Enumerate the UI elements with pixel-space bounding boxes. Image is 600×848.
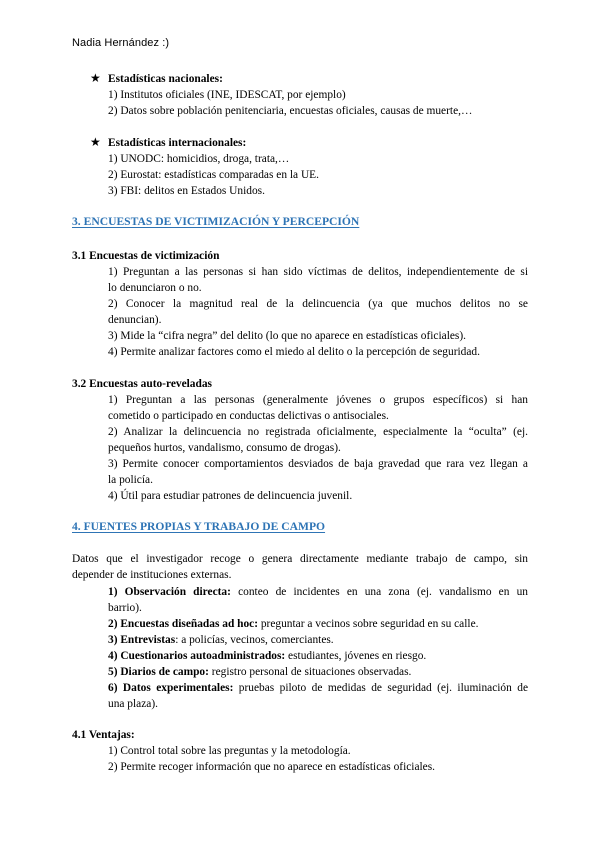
paragraph-line: 2) Conocer la magnitud real de la delincuencia (ya que muchos delitos no se	[108, 298, 528, 310]
list-item: 1) UNODC: homicidios, droga, trata,…	[108, 153, 290, 165]
list-item-text: preguntar a vecinos sobre seguridad en su calle.	[258, 618, 479, 630]
list-item: 2) Permite recoger información que no aparece en estadísticas oficiales.	[108, 761, 436, 773]
list-item	[108, 584, 528, 600]
internacionales-title: Estadísticas internacionales:	[108, 137, 247, 149]
list-item	[108, 616, 478, 632]
list-item: 3) FBI: delitos en Estados Unidos.	[108, 185, 265, 197]
list-item: 1) Control total sobre las preguntas y la metodología.	[108, 745, 351, 757]
paragraph-line: lo denunciaron o no.	[108, 282, 202, 294]
section-4-heading: 4. FUENTES PROPIAS Y TRABAJO DE CAMPO	[72, 520, 326, 533]
star-bullet-icon: ★	[90, 135, 101, 149]
list-item-text: estudiantes, jóvenes en riesgo.	[285, 650, 427, 662]
paragraph-line: cometido o participado en conductas delictivas o antisociales.	[108, 410, 389, 422]
list-item	[108, 696, 158, 712]
subsection-4-1-heading: 4.1 Ventajas:	[72, 729, 135, 741]
star-bullet-icon: ★	[90, 71, 101, 85]
list-item	[108, 648, 426, 664]
list-item-text: pruebas piloto de medidas de seguridad (ej. iluminación de	[233, 682, 528, 694]
list-item-label: 6) Datos experimentales:	[108, 682, 234, 694]
paragraph-line: 2) Analizar la delincuencia no registrada oficialmente, especialmente la “oculta” (ej.	[108, 426, 528, 438]
paragraph-line: 1) Preguntan a las personas (generalmente jóvenes o grupos específicos) si han	[108, 394, 528, 406]
paragraph-line: 3) Permite conocer comportamientos desviados de baja gravedad que rara vez llegan a	[108, 458, 528, 470]
list-item-text: registro personal de situaciones observadas.	[208, 666, 412, 678]
subsection-3-1-heading: 3.1 Encuestas de victimización	[72, 250, 220, 262]
paragraph-line: 4) Permite analizar factores como el miedo al delito o la percepción de seguridad.	[108, 346, 480, 358]
list-item-label: 2) Encuestas diseñadas ad hoc:	[108, 618, 259, 630]
paragraph-line: pequeños hurtos, vandalismo, consumo de drogas).	[108, 442, 341, 454]
paragraph-line: depender de instituciones externas.	[72, 569, 232, 581]
list-item: 2) Eurostat: estadísticas comparadas en la UE.	[108, 169, 319, 181]
list-item-text: una plaza).	[108, 698, 158, 710]
list-item	[108, 664, 411, 680]
paragraph-line: Datos que el investigador recoge o genera directamente mediante trabajo de campo, sin	[72, 553, 528, 565]
section-3-heading: 3. ENCUESTAS DE VICTIMIZACIÓN Y PERCEPCIÓN	[72, 215, 360, 228]
paragraph-line: 3) Mide la “cifra negra” del delito (lo que no aparece en estadísticas oficiales).	[108, 330, 467, 342]
list-item	[108, 680, 528, 696]
list-item	[108, 632, 334, 648]
subsection-3-2-heading: 3.2 Encuestas auto-reveladas	[72, 378, 212, 390]
list-item-label: 4) Cuestionarios autoadministrados:	[108, 650, 286, 662]
paragraph-line: 4) Útil para estudiar patrones de delincuencia juvenil.	[108, 490, 353, 502]
list-item-label: 1) Observación directa:	[108, 586, 231, 598]
list-item	[108, 600, 142, 616]
list-item: 2) Datos sobre población penitenciaria, encuestas oficiales, causas de muerte,…	[108, 105, 473, 117]
paragraph-line: la policía.	[108, 474, 153, 486]
list-item-text: : a policías, vecinos, comerciantes.	[175, 634, 334, 646]
paragraph-line: denuncian).	[108, 314, 162, 326]
list-item-label: 3) Entrevistas	[108, 634, 176, 646]
paragraph-line: 1) Preguntan a las personas si han sido víctimas de delitos, independientemente de si	[108, 266, 528, 278]
nacionales-title: Estadísticas nacionales:	[108, 73, 223, 85]
list-item: 1) Institutos oficiales (INE, IDESCAT, por ejemplo)	[108, 89, 346, 101]
list-item-text: barrio).	[108, 602, 142, 614]
list-item-label: 5) Diarios de campo:	[108, 666, 209, 678]
list-item-text: conteo de incidentes en una zona (ej. vandalismo en un	[230, 586, 528, 598]
page-header-author: Nadia Hernández :)	[72, 37, 170, 49]
